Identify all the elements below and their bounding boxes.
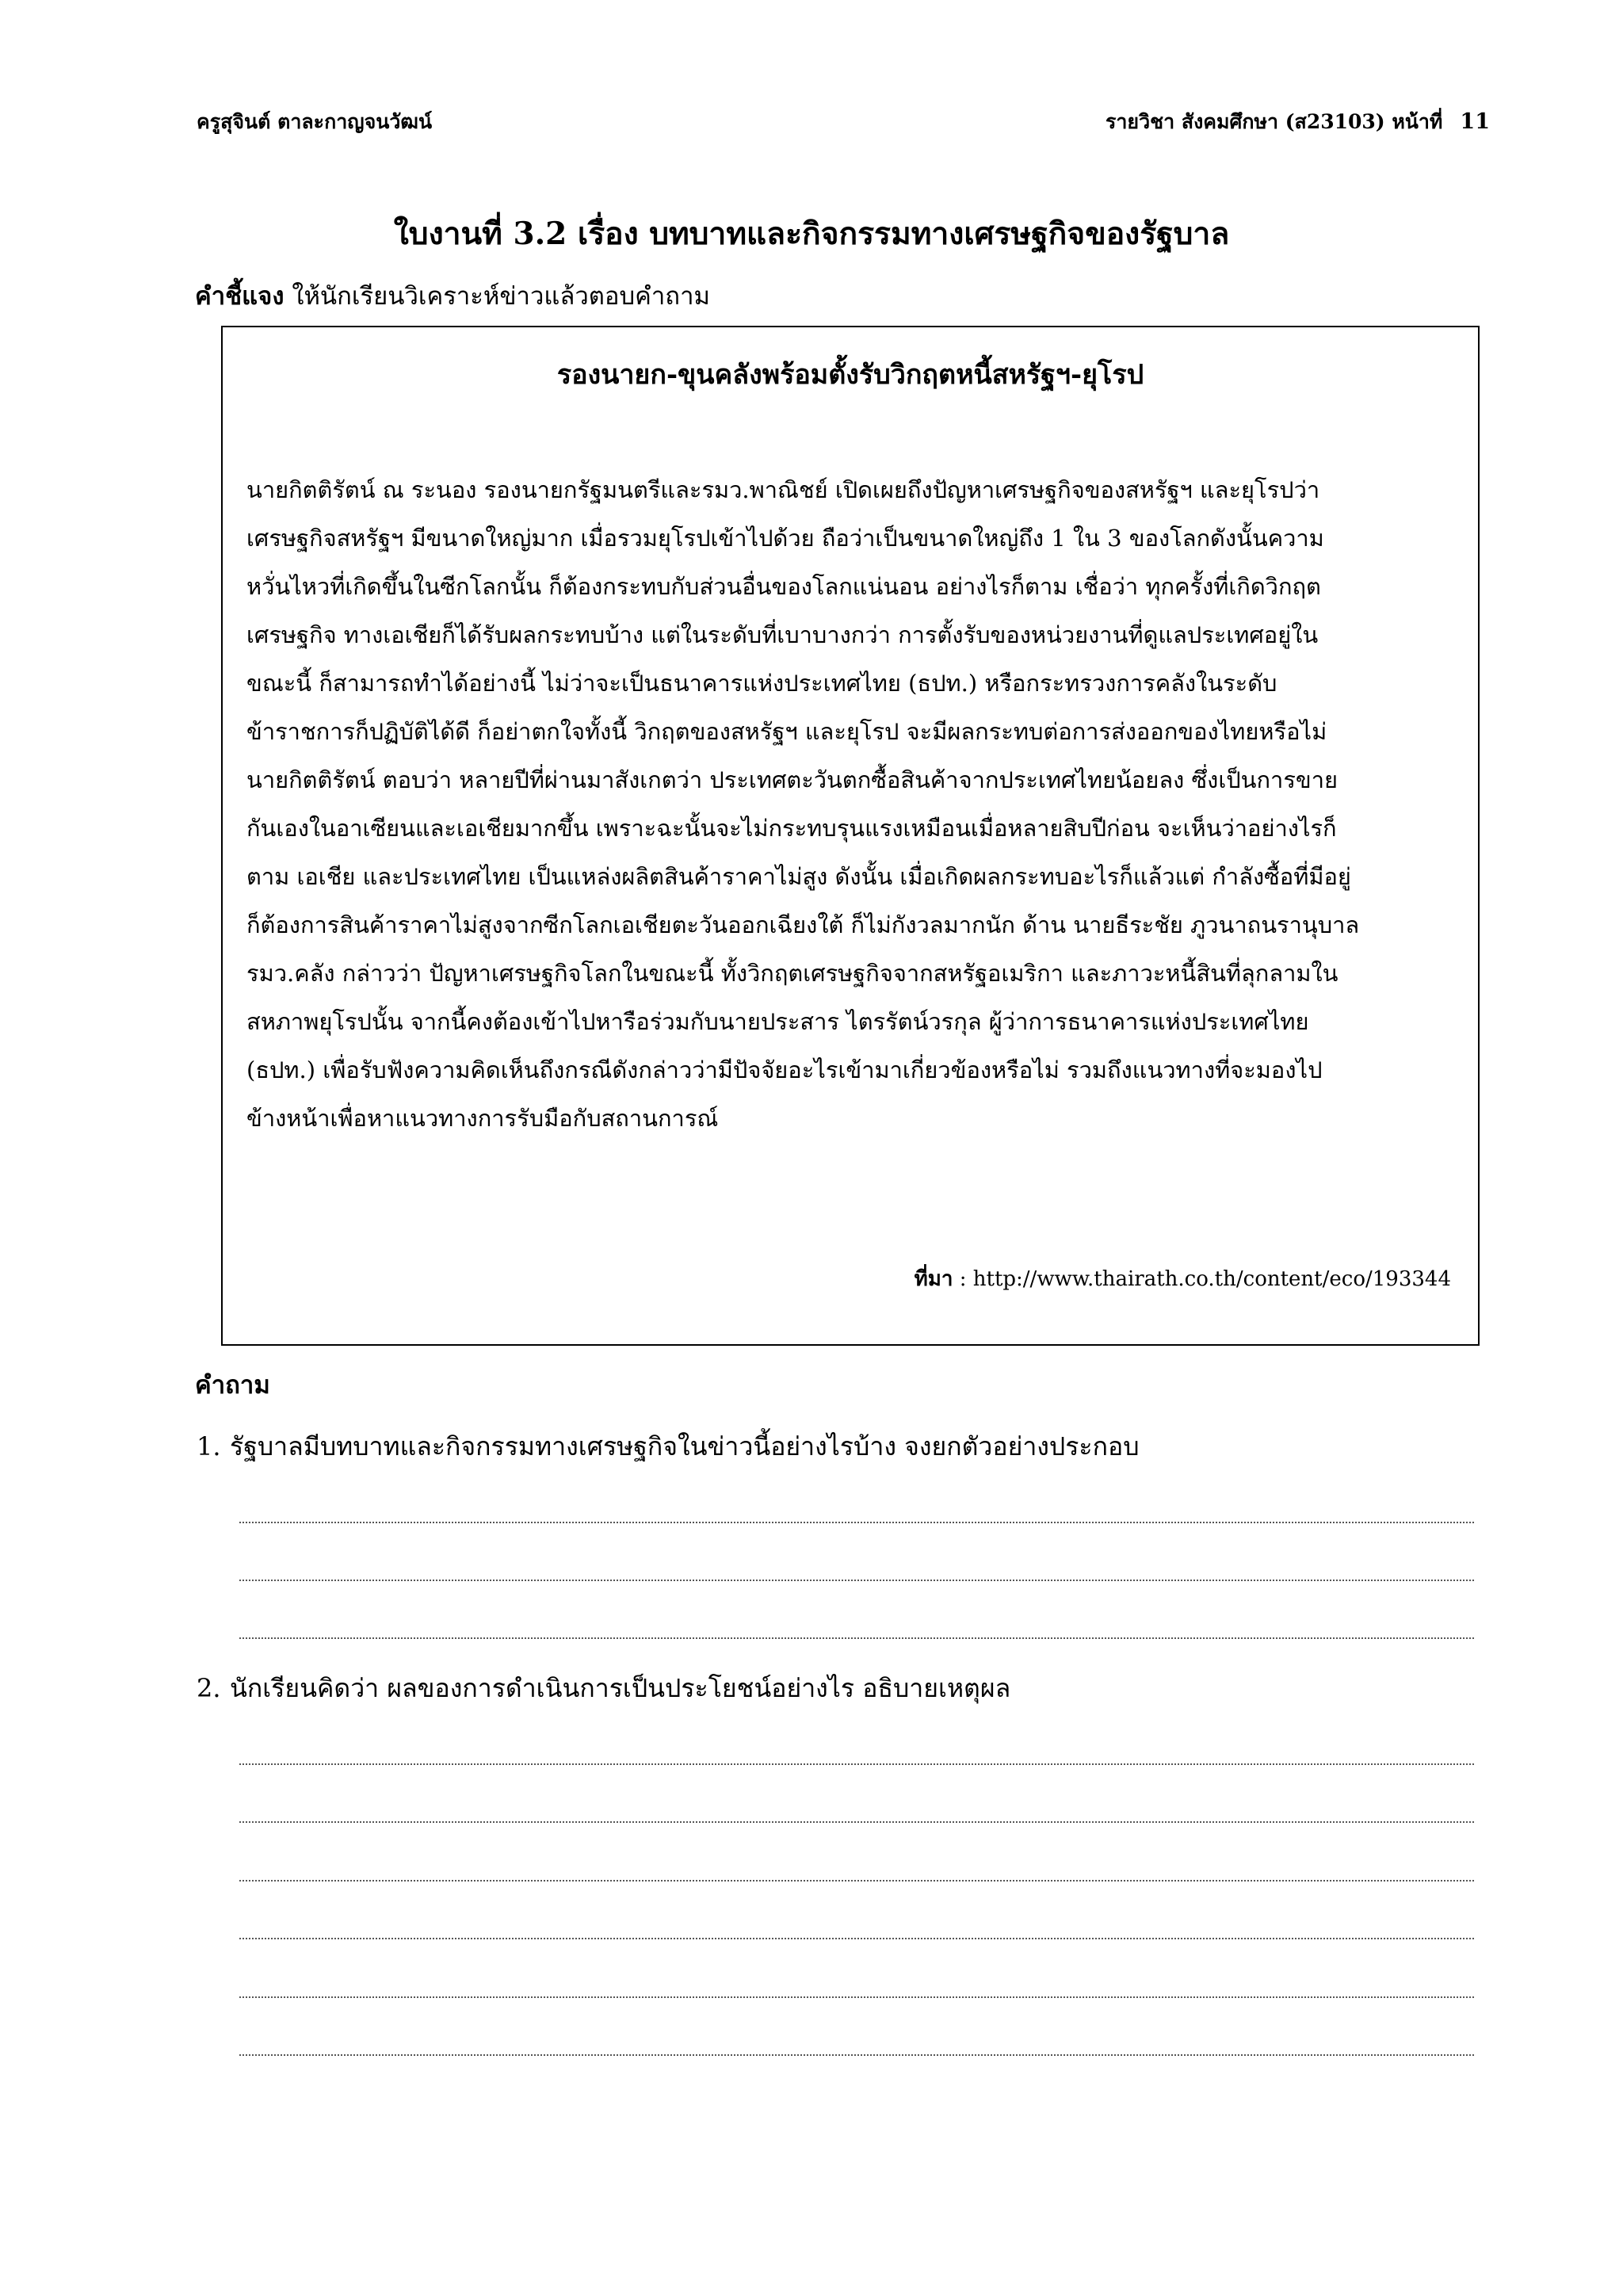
answer-line[interactable] [239, 1522, 1474, 1523]
answer-line[interactable] [239, 1821, 1474, 1823]
worksheet-title: ใบงานที่ 3.2 เรื่อง บทบาทและกิจกรรมทางเศรษฐกิจของรัฐบาล [393, 216, 1230, 252]
news-line: ก็ต้องการสินค้าราคาไม่สูงจากซีกโลกเอเชียตะวันออกเฉียงใต้ ก็ไม่กังวลมากนัก ด้าน นายธีระชัย ภูวนาถนรานุบาล [246, 911, 1360, 938]
news-line: ตาม เอเชีย และประเทศไทย เป็นแหล่งผลิตสินค้าราคาไม่สูง ดังนั้น เมื่อเกิดผลกระทบอะไรก็แล้วแต่ กำลังซื้อที่มีอยู่ [246, 863, 1351, 890]
question-2 [197, 1668, 1010, 1709]
answer-line[interactable] [239, 2054, 1474, 2056]
answer-line[interactable] [239, 1763, 1474, 1765]
news-line: หวั่นไหวที่เกิดขึ้นในซีกโลกนั้น ก็ต้องกระทบกับส่วนอื่นของโลกแน่นอน อย่างไรก็ตาม เชื่อว่า ทุกครั้งที่เกิดวิกฤต [246, 573, 1321, 600]
news-line: นายกิตติรัตน์ ณ ระนอง รองนายกรัฐมนตรีและรมว.พาณิชย์ เปิดเผยถึงปัญหาเศรษฐกิจของสหรัฐฯ และยุโรปว่า [246, 476, 1320, 503]
question-text: รัฐบาลมีบทบาทและกิจกรรมทางเศรษฐกิจในข่าวนี้อย่างไรบ้าง จงยกตัวอย่างประกอบ [230, 1431, 1140, 1461]
news-headline: รองนายก-ขุนคลังพร้อมตั้งรับวิกฤตหนี้สหรัฐฯ-ยุโรป [556, 359, 1144, 391]
news-line: นายกิตติรัตน์ ตอบว่า หลายปีที่ผ่านมาสังเกตว่า ประเทศตะวันตกซื้อสินค้าจากประเทศไทยน้อยลง ซึ่งเป็นการขาย [246, 766, 1338, 793]
answer-line[interactable] [239, 1637, 1474, 1639]
source-label: ที่มา [914, 1267, 953, 1291]
question-text: นักเรียนคิดว่า ผลของการดำเนินการเป็นประโยชน์อย่างไร อธิบายเหตุผล [230, 1673, 1011, 1703]
source-separator: : [953, 1267, 973, 1291]
answer-line[interactable] [239, 1996, 1474, 1998]
instruction-text: ให้นักเรียนวิเคราะห์ข่าวแล้วตอบคำถาม [292, 282, 710, 311]
news-line: สหภาพยุโรปนั้น จากนี้คงต้องเข้าไปหารือร่วมกับนายประสาร ไตรรัตน์วรกุล ผู้ว่าการธนาคารแห่งประเทศไทย [246, 1008, 1309, 1035]
header-course: รายวิชา สังคมศึกษา (ส23103) หน้าที่ [1105, 110, 1443, 133]
question-1 [197, 1427, 1140, 1467]
news-line: ขณะนี้ ก็สามารถทำได้อย่างนี้ ไม่ว่าจะเป็นธนาคารแห่งประเทศไทย (ธปท.) หรือกระทรวงการคลังในระดับ [246, 670, 1277, 697]
news-line: กันเองในอาเซียนและเอเชียมากขึ้น เพราะฉะนั้นจะไม่กระทบรุนแรงเหมือนเมื่อหลายสิบปีก่อน จะเห็นว่าอย่างไรก็ [246, 815, 1337, 842]
instruction [195, 276, 710, 315]
source-url: http://www.thairath.co.th/content/eco/193344 [972, 1267, 1451, 1291]
news-line: รมว.คลัง กล่าวว่า ปัญหาเศรษฐกิจโลกในขณะนี้ ทั้งวิกฤตเศรษฐกิจจากสหรัฐอเมริกา และภาวะหนี้สินที่ลุกลามใน [246, 960, 1338, 987]
news-line: เศรษฐกิจ ทางเอเชียก็ได้รับผลกระทบบ้าง แต่ในระดับที่เบาบางกว่า การตั้งรับของหน่วยงานที่ดูแลประเทศอยู่ใน [246, 621, 1319, 648]
news-line: เศรษฐกิจสหรัฐฯ มีขนาดใหญ่มาก เมื่อรวมยุโรปเข้าไปด้วย ถือว่าเป็นขนาดใหญ่ถึง 1 ใน 3 ของโลกดังนั้นความ [246, 525, 1324, 552]
news-source [915, 1263, 1451, 1295]
questions-heading: คำถาม [195, 1371, 270, 1400]
instruction-label: คำชี้แจง [195, 282, 285, 311]
answer-line[interactable] [239, 1580, 1474, 1581]
news-article-box [221, 326, 1480, 1346]
answer-line[interactable] [239, 1938, 1474, 1939]
question-number: 2. [197, 1673, 221, 1703]
answer-line[interactable] [239, 1880, 1474, 1881]
news-line: ข้างหน้าเพื่อหาแนวทางการรับมือกับสถานการณ์ [246, 1105, 719, 1132]
news-line: ข้าราชการก็ปฏิบัติได้ดี ก็อย่าตกใจทั้งนี้ วิกฤตของสหรัฐฯ และยุโรป จะมีผลกระทบต่อการส่งออกของไทยหรือไม่ [246, 718, 1327, 745]
news-body [246, 466, 1459, 1143]
question-number: 1. [197, 1431, 221, 1461]
news-line: (ธปท.) เพื่อรับฟังความคิดเห็นถึงกรณีดังกล่าวว่ามีปัจจัยอะไรเข้ามาเกี่ยวข้องหรือไม่ รวมถึงแนวทางที่จะมองไป [246, 1056, 1323, 1083]
header-author: ครูสุจินต์ ตาละกาญจนวัฒน์ [197, 110, 433, 133]
header-page-number: 11 [1460, 109, 1490, 134]
header-course-info [1106, 106, 1490, 138]
